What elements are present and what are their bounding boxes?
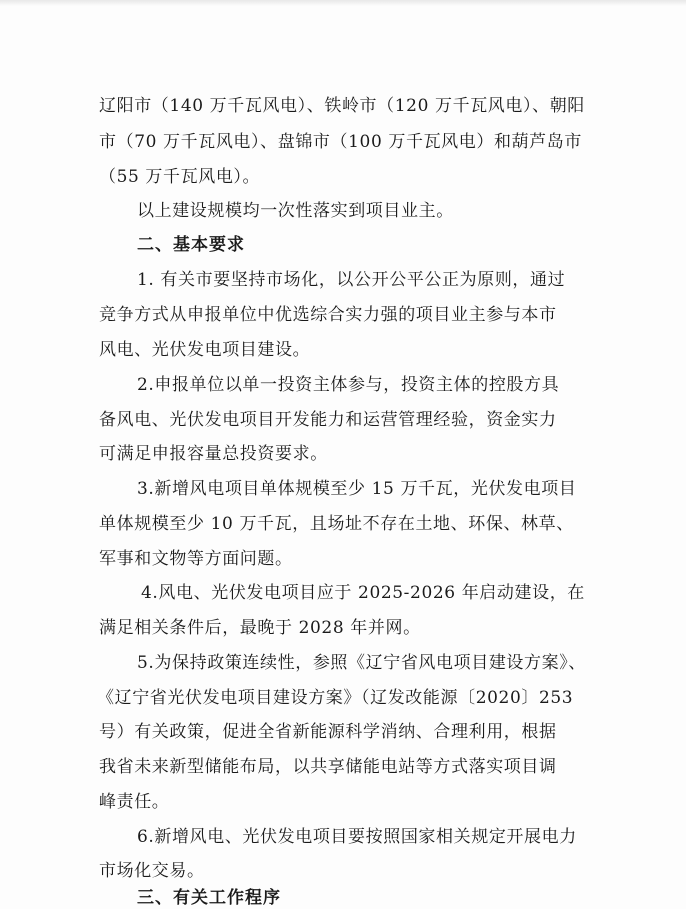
item-1-line-2: 竞争方式从申报单位中优选综合实力强的项目业主参与本市 [99,305,557,325]
item-1-line-1: 1. 有关市要坚持市场化，以公开公平公正为原则，通过 [137,270,566,290]
item-3-line-2: 单体规模至少 10 万千瓦，且场址不存在土地、环保、林草、 [99,514,574,534]
item-1-line-3: 风电、光伏发电项目建设。 [99,340,311,360]
item-5-line-4: 我省未来新型储能布局，以共享储能电站等方式落实项目调 [99,757,557,777]
item-2-line-2: 备风电、光伏发电项目开发能力和运营管理经验，资金实力 [99,410,557,430]
item-2-line-1: 2.申报单位以单一投资主体参与，投资主体的控股方具 [137,375,560,395]
paragraph-1-line-2: 市（70 万千瓦风电）、盘锦市（100 万千瓦风电）和葫芦岛市 [99,132,582,152]
item-5-line-2: 《辽宁省光伏发电项目建设方案》（辽发改能源〔2020〕253 [97,688,574,708]
item-3-line-1: 3.新增风电项目单体规模至少 15 万千瓦，光伏发电项目 [137,479,577,499]
paragraph-1-line-1: 辽阳市（140 万千瓦风电）、铁岭市（120 万千瓦风电）、朝阳 [99,96,585,116]
scan-edge-shadow [0,0,686,6]
section-3-heading: 三、有关工作程序 [137,888,281,908]
item-5-line-1: 5.为保持政策连续性，参照《辽宁省风电项目建设方案》、 [137,653,586,673]
section-2-heading: 二、基本要求 [137,235,245,255]
item-6-line-1: 6.新增风电、光伏发电项目要按照国家相关规定开展电力 [137,827,577,847]
item-5-line-3: 号）有关政策，促进全省新能源科学消纳、合理利用，根据 [99,722,557,742]
item-4-line-2: 满足相关条件后，最晚于 2028 年并网。 [99,618,421,638]
item-5-line-5: 峰责任。 [99,792,170,812]
paragraph-1-line-3: （55 万千瓦风电）。 [99,167,261,187]
paragraph-2-line-1: 以上建设规模均一次性落实到项目业主。 [137,201,454,221]
item-3-line-3: 军事和文物等方面问题。 [99,549,293,569]
item-4-line-1: 4.风电、光伏发电项目应于 2025-2026 年启动建设，在 [141,583,585,603]
item-2-line-3: 可满足申报容量总投资要求。 [99,444,328,464]
item-6-line-2: 市场化交易。 [99,861,205,881]
